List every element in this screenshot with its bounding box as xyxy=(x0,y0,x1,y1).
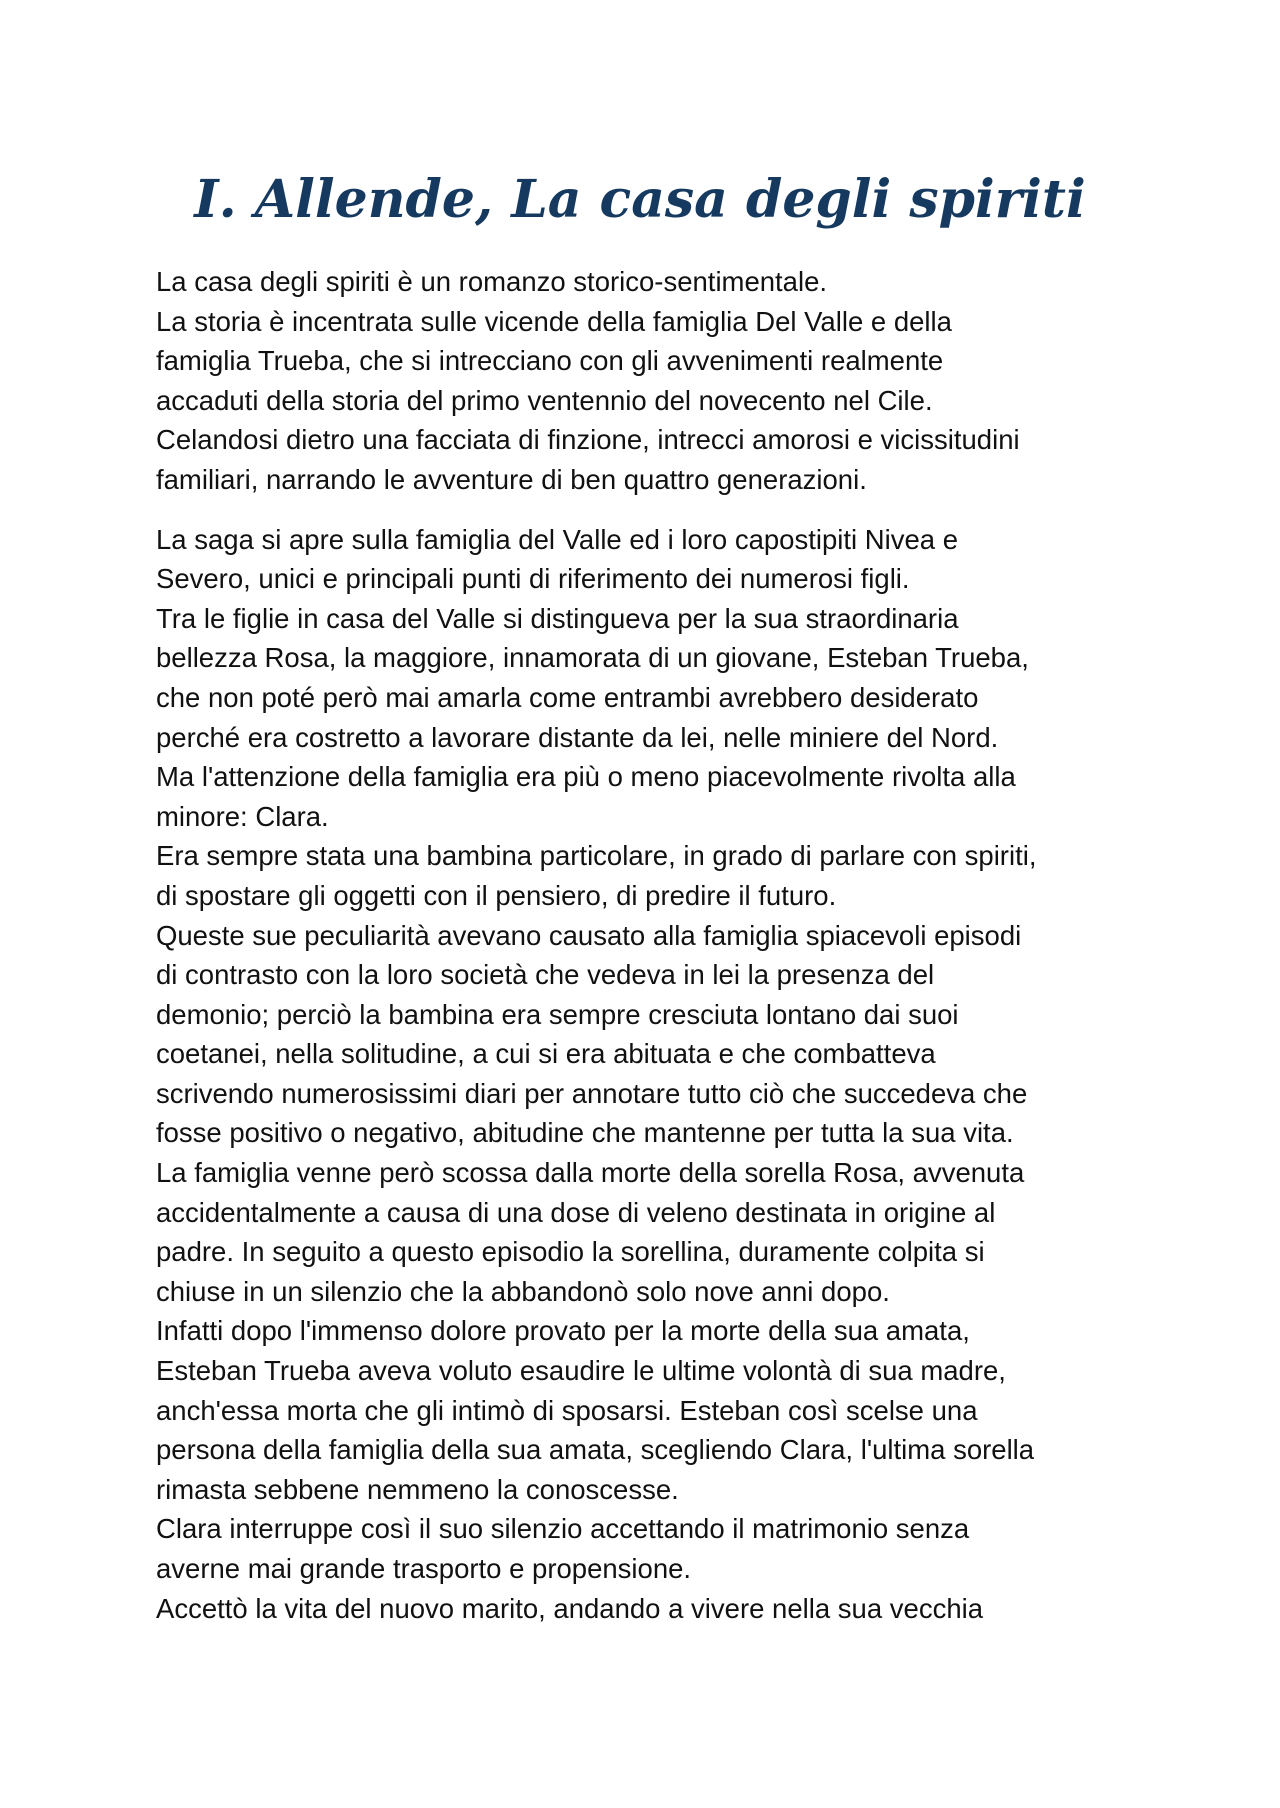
text-line: fosse positivo o negativo, abitudine che mantenne per tutta la sua vita. xyxy=(156,1117,1014,1149)
text-line: persona della famiglia della sua amata, scegliendo Clara, l'ultima sorella xyxy=(156,1434,1035,1466)
text-line: minore: Clara. xyxy=(156,800,329,832)
text-line: bellezza Rosa, la maggiore, innamorata di un giovane, Esteban Trueba, xyxy=(156,642,1029,674)
text-line: averne mai grande trasporto e propensione. xyxy=(156,1553,692,1584)
paragraph-gap xyxy=(156,500,1156,520)
text-line: demonio; perciò la bambina era sempre cresciuta lontano dai suoi xyxy=(156,998,959,1030)
text-line: Queste sue peculiarità avevano causato alla famiglia spiacevoli episodi xyxy=(156,919,1022,951)
text-line: Severo, unici e principali punti di riferimento dei numerosi figli. xyxy=(156,563,910,595)
text-line: padre. In seguito a questo episodio la sorellina, duramente colpita si xyxy=(156,1236,985,1268)
paragraph xyxy=(156,520,1156,1629)
text-line: di spostare gli oggetti con il pensiero, di predire il futuro. xyxy=(156,879,837,911)
text-line: Celandosi dietro una facciata di finzione, intrecci amorosi e vicissitudini xyxy=(156,424,1020,456)
text-line: Era sempre stata una bambina particolare, in grado di parlare con spiriti, xyxy=(156,840,1037,872)
text-line: familiari, narrando le avventure di ben quattro generazioni. xyxy=(156,463,867,495)
text-line: coetanei, nella solitudine, a cui si era abituata e che combatteva xyxy=(156,1038,936,1070)
text-line: La casa degli spiriti è un romanzo storico-sentimentale. xyxy=(156,266,828,297)
text-line: Infatti dopo l'immenso dolore provato per la morte della sua amata, xyxy=(156,1315,970,1347)
text-line: Clara interruppe così il suo silenzio accettando il matrimonio senza xyxy=(156,1513,970,1545)
text-line: La saga si apre sulla famiglia del Valle ed i loro capostipiti Nivea e xyxy=(156,523,959,555)
document-body xyxy=(156,262,1156,1628)
text-line: La famiglia venne però scossa dalla morte della sorella Rosa, avvenuta xyxy=(156,1157,1025,1189)
page-title: I. Allende, La casa degli spiriti xyxy=(194,169,1086,230)
text-line: Ma l'attenzione della famiglia era più o meno piacevolmente rivolta alla xyxy=(156,761,1016,793)
text-line: famiglia Trueba, che si intrecciano con gli avvenimenti realmente xyxy=(156,345,944,377)
text-line: Tra le figlie in casa del Valle si distingueva per la sua straordinaria xyxy=(156,602,959,634)
text-line: che non poté però mai amarla come entrambi avrebbero desiderato xyxy=(156,681,979,713)
text-line: accidentalmente a causa di una dose di veleno destinata in origine al xyxy=(156,1196,996,1228)
text-line: accaduti della storia del primo ventennio del novecento nel Cile. xyxy=(156,384,933,416)
text-line: La storia è incentrata sulle vicende della famiglia Del Valle e della xyxy=(156,305,952,337)
text-line: anch'essa morta che gli intimò di sposarsi. Esteban così scelse una xyxy=(156,1394,978,1426)
text-line: chiuse in un silenzio che la abbandonò solo nove anni dopo. xyxy=(156,1275,890,1307)
text-line: scrivendo numerosissimi diari per annotare tutto ciò che succedeva che xyxy=(156,1077,1028,1109)
text-line: Accettò la vita del nuovo marito, andando a vivere nella sua vecchia xyxy=(156,1592,984,1624)
text-line: di contrasto con la loro società che vedeva in lei la presenza del xyxy=(156,959,935,991)
text-line: Esteban Trueba aveva voluto esaudire le ultime volontà di sua madre, xyxy=(156,1355,1006,1387)
text-line: rimasta sebbene nemmeno la conoscesse. xyxy=(156,1473,679,1505)
paragraph xyxy=(156,262,1156,500)
text-line: perché era costretto a lavorare distante da lei, nelle miniere del Nord. xyxy=(156,721,999,753)
